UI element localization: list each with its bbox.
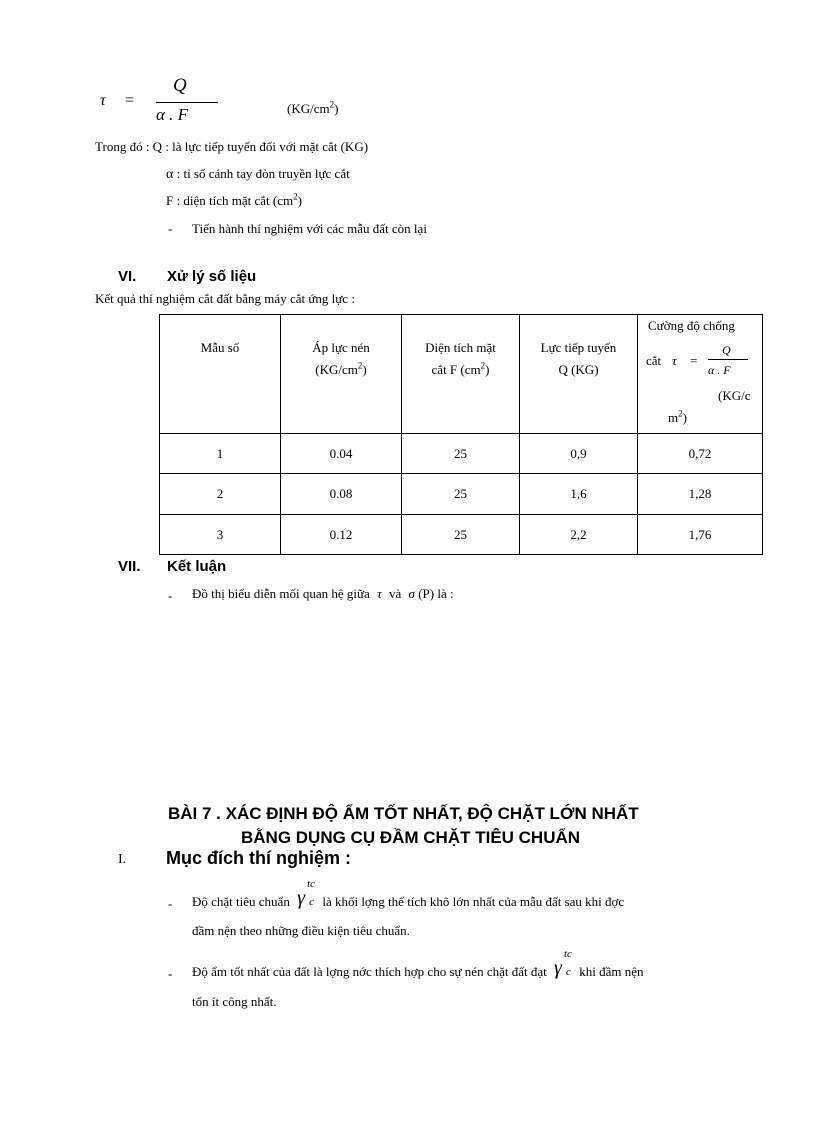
formula-tau: τ <box>100 92 106 109</box>
row-2-pressure: 0.08 <box>281 474 402 515</box>
purpose-bullet-1-line2: đầm nện theo những điều kiện tiêu chuẩn. <box>192 923 410 938</box>
row-2-sample: 2 <box>160 474 281 515</box>
row-2-force: 1,6 <box>520 474 638 515</box>
row-3-area: 25 <box>402 515 520 555</box>
formula-equals: = <box>125 92 135 109</box>
results-table <box>159 314 763 555</box>
header-pressure: Áp lực nén $(KG/cm^2)$ <box>281 315 402 434</box>
header-force: Lực tiếp tuyến Q (KG) <box>520 315 638 434</box>
table-row <box>160 434 763 474</box>
row-3-strength: 1,76 <box>638 515 763 555</box>
formula-denominator: α . F <box>156 105 189 124</box>
row-1-strength: 0,72 <box>638 434 763 474</box>
definition-alpha: α : tỉ số cánh tay đòn truyền lực cắt <box>166 166 350 182</box>
row-1-sample: 1 <box>160 434 281 474</box>
row-1-force: 0,9 <box>520 434 638 474</box>
row-1-area: 25 <box>402 434 520 474</box>
row-1-pressure: 0.04 <box>281 434 402 474</box>
section-vi-number: VI. <box>118 268 137 285</box>
table-intro: Kết quả thí nghiệm cắt đất bằng máy cắt ứng lực : <box>95 291 355 306</box>
header-strength: Cường độ chống cắt τ = Q α . F (KG/c $m^2$) <box>638 315 763 434</box>
bullet-dash: - <box>168 588 173 603</box>
table-row <box>160 515 763 555</box>
formula-fraction-bar <box>156 102 218 103</box>
section-i-title: Mục đích thí nghiệm : <box>166 848 351 868</box>
purpose-bullet-2: Độ ẩm tốt nhất của đất là lợng nớc thích hợp cho sự nén chặt đất đạt γ tc c khi đầm nện <box>192 948 644 988</box>
table-row <box>160 474 763 515</box>
section-i-number: I. <box>118 852 127 867</box>
definition-q: Trong đó : Q : là lực tiếp tuyến đối với mặt cắt (KG) <box>95 139 369 154</box>
definition-continue: Tiến hành thí nghiệm với các mẫu đất còn lại <box>192 221 427 236</box>
gamma-symbol: γ tc c <box>297 878 316 909</box>
formula-unit: $(KG/cm^2)$ <box>287 99 339 116</box>
conclusion-text: Đồ thị biểu diễn mối quan hệ giữa τ và σ (P) là : <box>192 586 454 601</box>
bullet-dash: - <box>168 966 173 981</box>
bullet-dash: - <box>168 221 173 236</box>
row-3-pressure: 0.12 <box>281 515 402 555</box>
row-3-sample: 3 <box>160 515 281 555</box>
header-area: Diện tích mặt cắt F $(cm^2)$ <box>402 315 520 434</box>
section-vii-number: VII. <box>118 558 141 575</box>
row-3-force: 2,2 <box>520 515 638 555</box>
purpose-bullet-2-line2: tốn ít công nhất. <box>192 994 277 1009</box>
row-2-area: 25 <box>402 474 520 515</box>
table-header-row <box>160 315 763 434</box>
definition-f: F : diện tích mặt cắt $(cm^2)$ <box>166 191 302 208</box>
lesson-title-line2: BẰNG DỤNG CỤ ĐẦM CHẶT TIÊU CHUẨN <box>241 828 581 847</box>
section-vi-title: Xử lý số liệu <box>167 268 257 285</box>
purpose-bullet-1: Độ chặt tiêu chuẩn γ tc c là khối lợng thể tích khô lớn nhất của mẫu đất sau khi đợc <box>192 878 624 918</box>
header-sample: Mẫu số <box>160 315 281 434</box>
section-vii-title: Kết luận <box>167 558 227 575</box>
gamma-symbol: γ tc c <box>554 948 572 979</box>
formula-numerator: Q <box>173 75 187 96</box>
lesson-title-line1: BÀI 7 . XÁC ĐỊNH ĐỘ ẨM TỐT NHẤT, ĐỘ CHẶT LỚN NHẤT <box>168 804 639 823</box>
row-2-strength: 1,28 <box>638 474 763 515</box>
bullet-dash: - <box>168 896 173 911</box>
